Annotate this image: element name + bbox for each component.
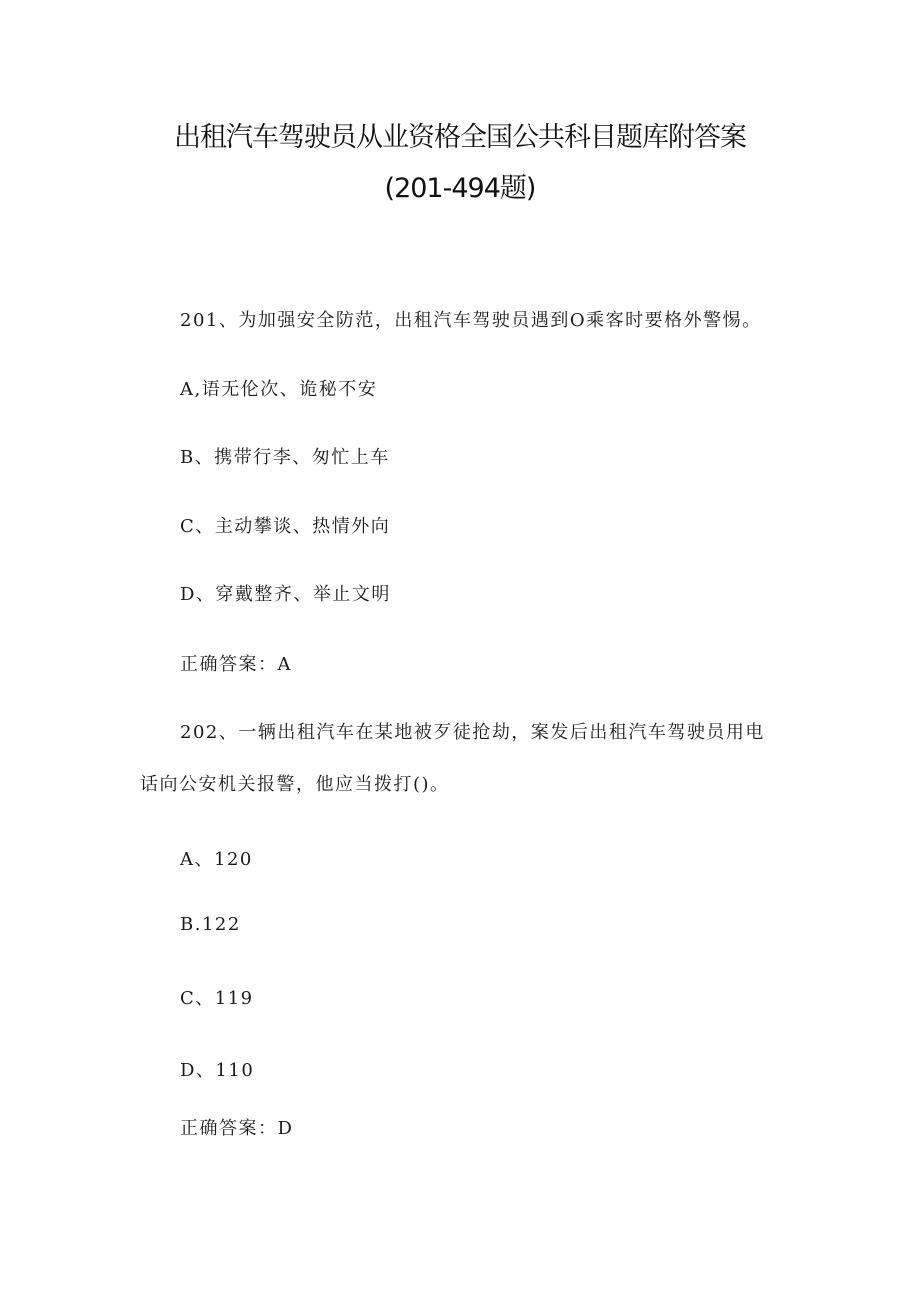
question-202-stem-continued: 话向公安机关报警，他应当拨打()。 <box>140 774 450 795</box>
question-201-option-a: A,语无伦次、诡秘不安 <box>180 379 378 400</box>
question-202-option-d: D、110 <box>180 1060 255 1081</box>
question-201-option-d: D、穿戴整齐、举止文明 <box>180 584 391 605</box>
question-202-option-a: A、120 <box>180 849 253 870</box>
question-201-stem: 201、为加强安全防范，出租汽车驾驶员遇到O乘客时要格外警惕。 <box>180 310 762 331</box>
question-202-option-c: C、119 <box>180 988 254 1009</box>
question-202-option-b: B.122 <box>180 914 241 935</box>
document-subtitle: (201-494题) <box>384 173 536 204</box>
question-201-option-c: C、主动攀谈、热情外向 <box>180 516 391 537</box>
document-title: 出租汽车驾驶员从业资格全国公共科目题库附答案 <box>174 122 746 153</box>
question-201-option-b: B、携带行李、匆忙上车 <box>180 447 390 468</box>
question-202-answer: 正确答案：D <box>180 1118 294 1139</box>
question-202-stem: 202、一辆出租汽车在某地被歹徒抢劫，案发后出租汽车驾驶员用电 <box>180 722 765 743</box>
question-201-answer: 正确答案：A <box>180 654 292 675</box>
